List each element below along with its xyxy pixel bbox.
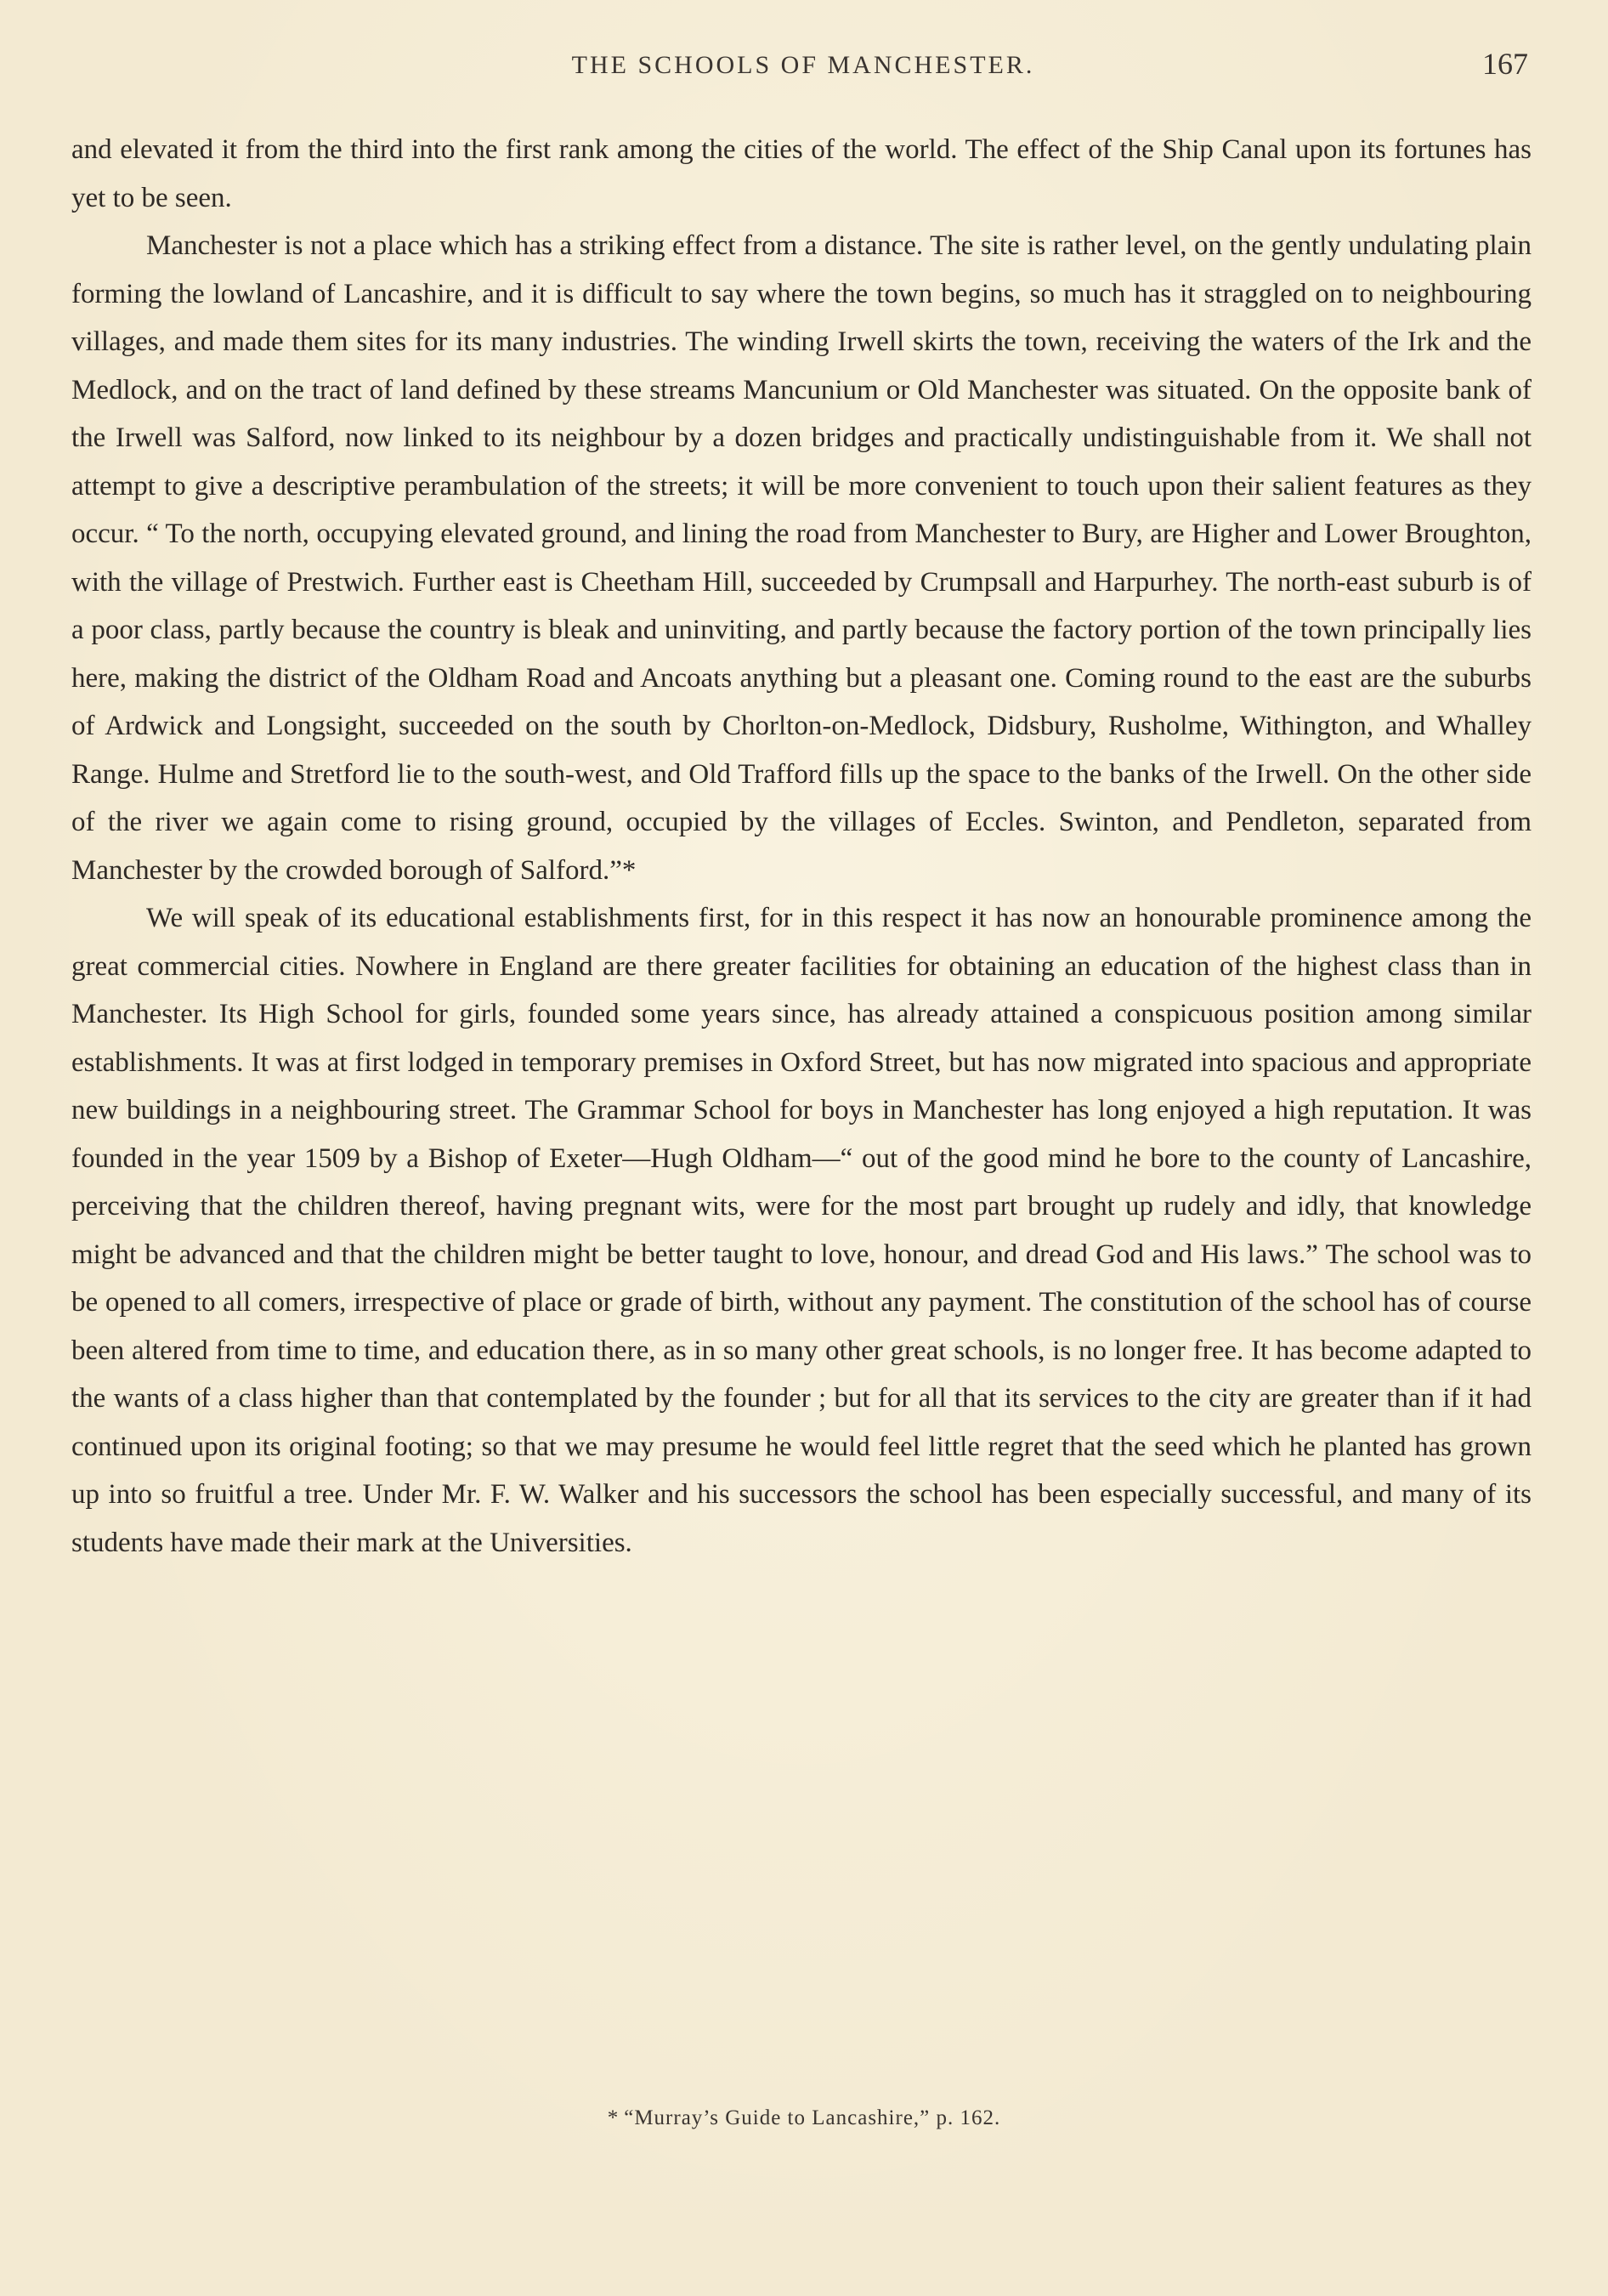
page-header [68, 46, 1538, 88]
paragraph-3: We will speak of its educational establishments first, for in this respect it has now an honourable prominence among the great commercial cities. Nowhere in England are there greater facilities for obtaining an education of the highest class than in Manchester. Its High School for girls, founded some years since, has already attained a conspicuous position among similar establishments. It was at first lodged in temporary premises in Oxford Street, but has now migrated into spacious and appropriate new buildings in a neighbouring street. The Grammar School for boys in Manchester has long enjoyed a high reputation. It was founded in the year 1509 by a Bishop of Exeter—Hugh Oldham—“ out of the good mind he bore to the county of Lancashire, perceiving that the children thereof, having pregnant wits, were for the most part brought up rudely and idly, that knowledge might be advanced and that the children might be better taught to love, honour, and dread God and His laws.” The school was to be opened to all comers, irrespective of place or grade of birth, without any payment. The constitution of the school has of course been altered from time to time, and education there, as in so many other great schools, is no longer free. It has become adapted to the wants of a class higher than that contemplated by the founder ; but for all that its services to the city are greater than if it had continued upon its original footing; so that we may presume he would feel little regret that the seed which he planted has grown up into so fruitful a tree. Under Mr. F. W. Walker and his successors the school has been especially successful, and many of its students have made their mark at the Universities. [71, 903, 1532, 1558]
footnote-marker: * [607, 2106, 620, 2129]
page-number: 167 [1482, 47, 1528, 81]
running-title: THE SCHOOLS OF MANCHESTER. [571, 51, 1035, 79]
footnote-text: “Murray’s Guide to Lancashire,” p. 162. [624, 2106, 1001, 2129]
paragraph-2: Manchester is not a place which has a striking effect from a distance. The site is rather level, on the gently undulating plain forming the lowland of Lancashire, and it is difficult to say where the town begins, so much has it straggled on to neighbouring villages, and made them sites for its many industries. The winding Irwell skirts the town, receiving the waters of the Irk and the Medlock, and on the tract of land defined by these streams Mancunium or Old Manchester was situated. On the opposite bank of the Irwell was Salford, now linked to its neighbour by a dozen bridges and practically undistinguishable from it. We shall not attempt to give a descriptive perambulation of the streets; it will be more convenient to touch upon their salient features as they occur. “ To the north, occupying elevated ground, and lining the road from Manchester to Bury, are Higher and Lower Broughton, with the village of Prestwich. Further east is Cheetham Hill, succeeded by Crumpsall and Harpurhey. The north-east suburb is of a poor class, partly because the country is bleak and uninviting, and partly because the factory portion of the town principally lies here, making the district of the Oldham Road and Ancoats anything but a pleasant one. Coming round to the east are the suburbs of Ardwick and Longsight, succeeded on the south by Chorlton-on-Medlock, Didsbury, Rusholme, Withington, and Whalley Range. Hulme and Stretford lie to the south-west, and Old Trafford fills up the space to the banks of the Irwell. On the other side of the river we again come to rising ground, occupied by the villages of Eccles. Swinton, and Pendleton, separated from Manchester by the crowded borough of Salford.”* [71, 230, 1532, 886]
body-text [71, 126, 1532, 1567]
footnote [0, 2106, 1608, 2130]
paragraph-1: and elevated it from the third into the first rank among the cities of the world. The effect of the Ship Canal upon its fortunes has yet to be seen. [71, 134, 1532, 213]
